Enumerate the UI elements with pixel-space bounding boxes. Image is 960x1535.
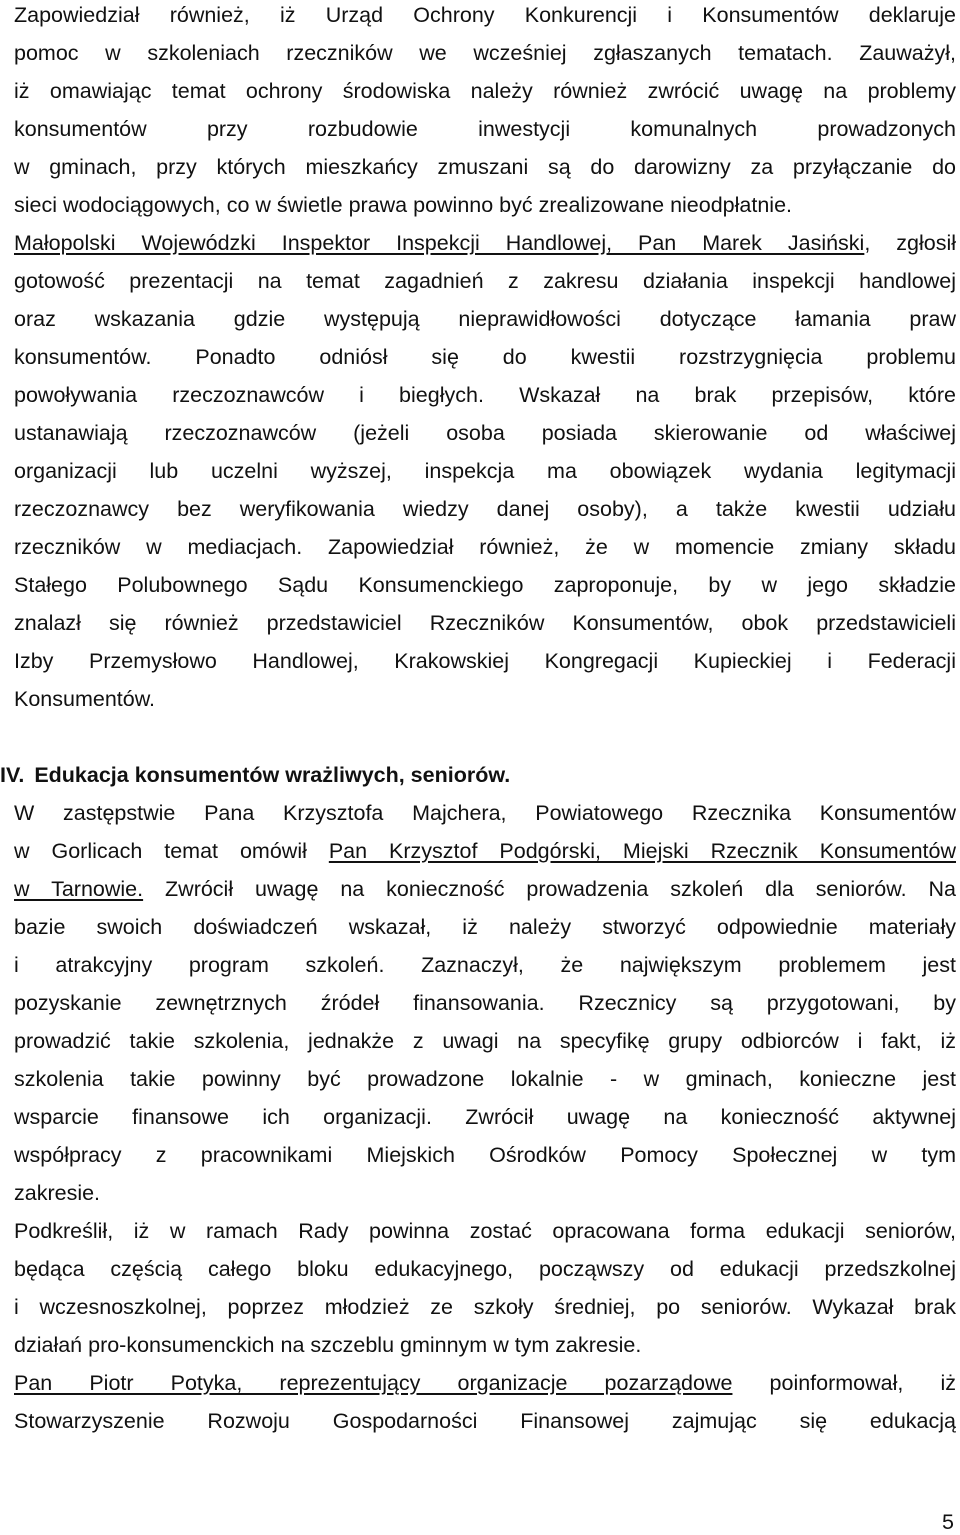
para2-line-6: ustanawiają rzeczoznawców (jeżeli osoba posiada skierowanie od właściwej <box>14 421 956 445</box>
page-number: 5 <box>942 1510 954 1534</box>
para2-line-13: Konsumentów. <box>14 687 156 711</box>
para2-line-1: Małopolski Wojewódzki Inspektor Inspekcji Handlowej, Pan Marek Jasiński, zgłosił <box>14 231 956 255</box>
speaker-name: Pan Piotr Potyka, reprezentujący organizacje pozarządowe <box>14 1371 733 1395</box>
para2-line-4: konsumentów. Ponadto odniósł się do kwestii rozstrzygnięcia problemu <box>14 345 956 369</box>
para2-line-11: znalazł się również przedstawiciel Rzeczników Konsumentów, obok przedstawicieli <box>14 611 956 635</box>
para1-line-5: w gminach, przy których mieszkańcy zmuszani są do darowizny za przyłączanie do <box>14 155 956 179</box>
speaker-name: Pan Krzysztof Podgórski, Miejski Rzecznik Konsumentów <box>328 839 956 863</box>
para2-line-5: powoływania rzeczoznawców i biegłych. Wskazał na brak przepisów, które <box>14 383 956 407</box>
para2-line-3: oraz wskazania gdzie występują nieprawidłowości dotyczące łamania praw <box>14 307 956 331</box>
section-number: IV. <box>0 763 25 787</box>
para5-line-2: Stowarzyszenie Rozwoju Gospodarności Finansowej zajmując się edukacją <box>14 1409 956 1433</box>
para4-line-4: działań pro-konsumenckich na szczeblu gminnym w tym zakresie. <box>14 1333 642 1357</box>
section-title: Edukacja konsumentów wrażliwych, seniorów. <box>34 763 511 787</box>
para1-line-2: pomoc w szkoleniach rzeczników we wcześniej zgłaszanych tematach. Zauważył, <box>14 41 956 65</box>
para2-line-2: gotowość prezentacji na temat zagadnień z zakresu działania inspekcji handlowej <box>14 269 956 293</box>
para1-line-1: Zapowiedział również, iż Urząd Ochrony Konkurencji i Konsumentów deklaruje <box>14 3 956 27</box>
para3-line-1: W zastępstwie Pana Krzysztofa Majchera, Powiatowego Rzecznika Konsumentów <box>14 801 956 825</box>
para1-line-3: iż omawiając temat ochrony środowiska należy również zwrócić uwagę na problemy <box>14 79 956 103</box>
para4-line-2: będąca częścią całego bloku edukacyjnego, począwszy od edukacji przedszkolnej <box>14 1257 956 1281</box>
para3-line-8: szkolenia takie powinny być prowadzone lokalnie - w gminach, konieczne jest <box>14 1067 956 1091</box>
para2-line-10: Stałego Polubownego Sądu Konsumenckiego zaproponuje, by w jego składzie <box>14 573 956 597</box>
para5-line-1: Pan Piotr Potyka, reprezentujący organizacje pozarządowe poinformował, iż <box>14 1371 956 1395</box>
para2-line-7: organizacji lub uczelni wyższej, inspekcja ma obowiązek wydania legitymacji <box>14 459 956 483</box>
para1-line-4: konsumentów przy rozbudowie inwestycji komunalnych prowadzonych <box>14 117 956 141</box>
speaker-name: w Tarnowie. <box>14 877 144 901</box>
para1-line-6: sieci wodociągowych, co w świetle prawa powinno być zrealizowane nieodpłatnie. <box>14 193 792 217</box>
speaker-name: Małopolski Wojewódzki Inspektor Inspekcji Handlowej, Pan Marek Jasiński <box>14 231 865 255</box>
para3-line-11: zakresie. <box>14 1181 101 1205</box>
para3-line-6: pozyskanie zewnętrznych źródeł finansowania. Rzecznicy są przygotowani, by <box>14 991 956 1015</box>
para2-line-8: rzeczoznawcy bez weryfikowania wiedzy danej osoby), a także kwestii udziału <box>14 497 956 521</box>
para3-line-9: wsparcie finansowe ich organizacji. Zwrócił uwagę na konieczność aktywnej <box>14 1105 956 1129</box>
para2-line-12: Izby Przemysłowo Handlowej, Krakowskiej Kongregacji Kupieckiej i Federacji <box>14 649 956 673</box>
para4-line-3: i wczesnoszkolnej, poprzez młodzież ze szkoły średniej, po seniorów. Wykazał brak <box>14 1295 956 1319</box>
para3-line-5: i atrakcyjny program szkoleń. Zaznaczył, że największym problemem jest <box>14 953 956 977</box>
para3-line-2: w Gorlicach temat omówił Pan Krzysztof Podgórski, Miejski Rzecznik Konsumentów <box>14 839 956 863</box>
para3-line-7: prowadzić takie szkolenia, jednakże z uwagi na specyfikę grupy odbiorców i fakt, iż <box>14 1029 956 1053</box>
section-heading <box>0 762 942 788</box>
para3-line-4: bazie swoich doświadczeń wskazał, iż należy stworzyć odpowiednie materiały <box>14 915 956 939</box>
para2-line-9: rzeczników w mediacjach. Zapowiedział również, że w momencie zmiany składu <box>14 535 956 559</box>
para3-line-3: w Tarnowie. Zwrócił uwagę na konieczność prowadzenia szkoleń dla seniorów. Na <box>14 877 956 901</box>
para4-line-1: Podkreślił, iż w ramach Rady powinna zostać opracowana forma edukacji seniorów, <box>14 1219 956 1243</box>
para3-line-10: współpracy z pracownikami Miejskich Ośrodków Pomocy Społecznej w tym <box>14 1143 956 1167</box>
